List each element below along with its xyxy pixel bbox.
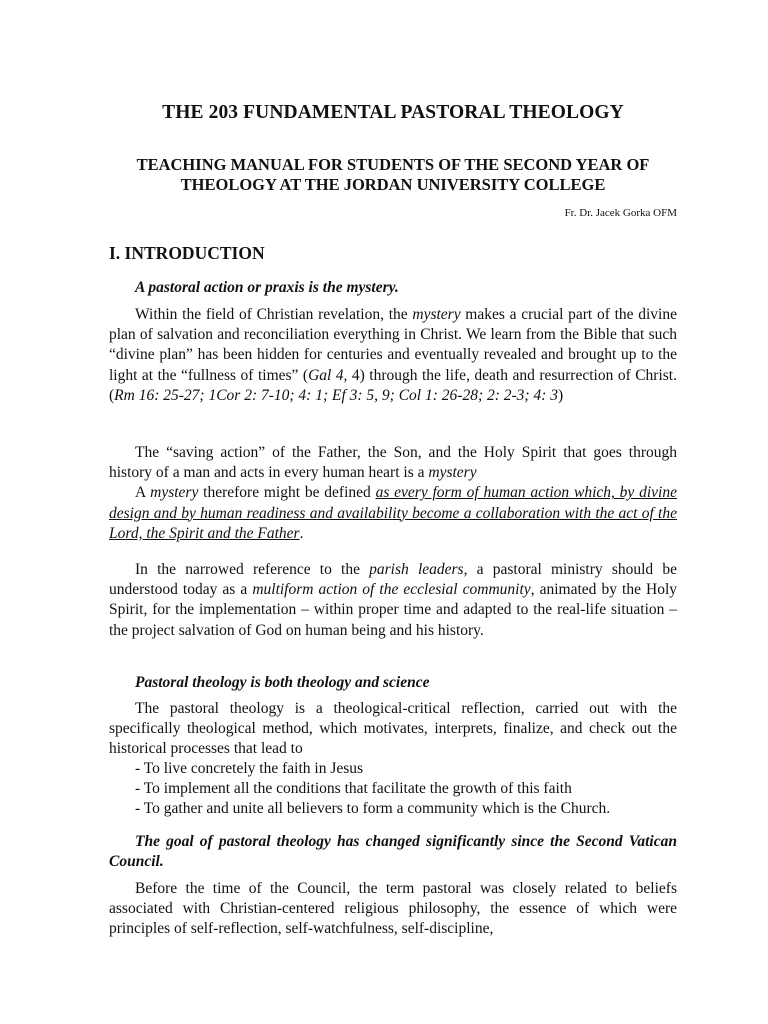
p3-term-mystery: mystery	[150, 484, 199, 502]
p4-term-multiform-action: multiform action of the ecclesial community	[252, 581, 531, 599]
list-item: - To implement all the conditions that facilitate the growth of this faith	[135, 780, 572, 798]
paragraph-divine-plan	[109, 305, 677, 406]
p1-text-a: Within the field of Christian revelation, the	[135, 306, 413, 323]
document-subtitle	[109, 155, 677, 195]
p2-text-a: The “saving action” of the Father, the Son, and the Holy Spirit that goes through history of a man and acts in every human heart is a	[109, 444, 677, 482]
subheading-science: Pastoral theology is both theology and science	[135, 674, 430, 691]
p3-text-e: .	[299, 524, 304, 542]
p1-text-e: 4) through the life, death and resurrection of Christ. (	[109, 366, 677, 404]
paragraph-council	[109, 879, 677, 940]
p5-text: The pastoral theology is a theological-critical reflection, carried out with the specifically theological method, which motivates, interprets, finalize, and check out the historical processes that lead to	[109, 700, 677, 758]
goals-list	[135, 759, 610, 820]
p4-text-e: , animated by the Holy Spirit, for the implementation – within proper time and adapted to the real-life situation – the project salvation of God on human being and his history.	[109, 581, 678, 639]
section-heading: I. INTRODUCTION	[109, 243, 265, 263]
p4-term-parish-leaders: parish leaders	[369, 561, 464, 578]
p4-text-a: In the narrowed reference to the	[135, 561, 370, 578]
p1-term-mystery: mystery	[412, 306, 461, 323]
p1-ref-gal: Gal 4,	[308, 366, 348, 384]
subheading-goal-text: The goal of pastoral theology has changed significantly since the Second Vatican Council.	[109, 833, 677, 871]
list-item: - To live concretely the faith in Jesus	[135, 760, 364, 777]
p1-text-c: makes a crucial part of the divine plan of salvation and reconciliation everything in Christ. We learn from the Bible that such “divine plan” has been hidden for centuries and eventually revealed and brought up to the light at the “fullness of times” (	[109, 306, 677, 384]
p1-text-g: )	[558, 386, 564, 404]
subtitle-line-2: THEOLOGY AT THE JORDAN UNIVERSITY COLLEGE	[180, 175, 606, 194]
p3-text-c: therefore might be defined	[198, 484, 376, 502]
paragraph-parish-leaders	[109, 560, 677, 641]
paragraph-saving-action	[109, 443, 677, 544]
p4-text-c: , a pastoral ministry should be understood today as a	[109, 561, 678, 599]
p3-text-a: A	[135, 484, 151, 502]
p1-ref-scripture: Rm 16: 25-27; 1Cor 2: 7-10; 4: 1; Ef 3: 5, 9; Col 1: 26-28; 2: 2-3; 4: 3	[114, 386, 558, 404]
p6-text: Before the time of the Council, the term pastoral was closely related to beliefs associated with Christian-centered religious philosophy, the essence of which were principles of self-reflection, self-watchfulness, self-discipline,	[109, 880, 677, 938]
subtitle-line-1: TEACHING MANUAL FOR STUDENTS OF THE SECOND YEAR OF	[136, 155, 650, 174]
p2-term-mystery: mystery	[428, 464, 477, 482]
subheading-goal	[109, 832, 677, 872]
subheading-mystery: A pastoral action or praxis is the mystery.	[135, 279, 399, 296]
paragraph-theological-reflection	[109, 699, 677, 760]
document-title: THE 203 FUNDAMENTAL PASTORAL THEOLOGY	[162, 102, 624, 123]
author-line: Fr. Dr. Jacek Gorka OFM	[564, 207, 677, 219]
list-item: - To gather and unite all believers to form a community which is the Church.	[135, 800, 611, 818]
p3-definition: as every form of human action which, by divine design and by human readiness and availability become a collaboration with the act of the Lord, the Spirit and the Father	[109, 484, 677, 542]
